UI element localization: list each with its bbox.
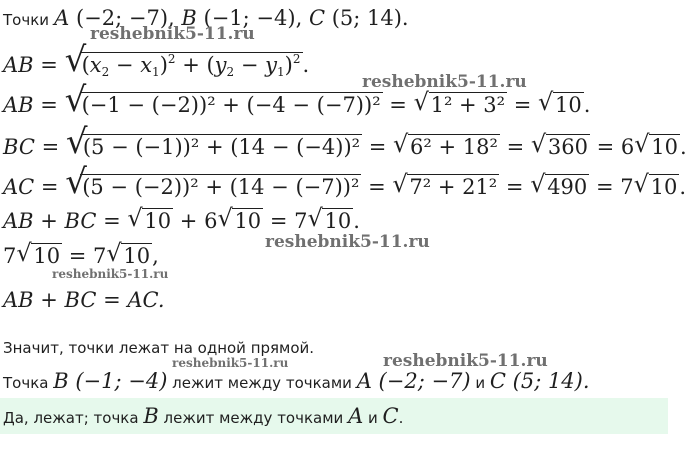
watermark: reshebnik5-11.ru: [172, 356, 289, 370]
step-ab: AB = √ (−1 − (−2))² + (−4 − (−7))² = √ 1² + 3² = √ 10.: [3, 92, 590, 117]
bc-root1: 6² + 18²: [410, 135, 498, 159]
bc-end: = 6: [589, 135, 635, 159]
watermark: reshebnik5-11.ru: [265, 232, 430, 252]
step-sum: [3, 208, 360, 233]
ab-root1: 1² + 3²: [430, 93, 506, 117]
sum-mid: + 6: [173, 209, 218, 233]
point-a-name: A: [54, 6, 70, 30]
bc-tail: .: [679, 135, 687, 159]
step-ac: AC = √ (5 − (−2))² + (14 − (−7))² = √ 7² + 21² = √ 490 = 7√ 10.: [3, 174, 686, 199]
between-a: A (−2; −7): [356, 369, 471, 393]
answer-text: [3, 404, 403, 428]
formula-lhs: AB: [3, 53, 34, 77]
answer-a: A: [348, 404, 364, 428]
between-and: и: [470, 374, 490, 392]
between-pre: Точка: [3, 374, 54, 392]
point-b-name: B: [181, 6, 197, 30]
watermark: reshebnik5-11.ru: [362, 72, 527, 92]
sum-r2: 10: [234, 209, 262, 233]
watermark: reshebnik5-11.ru: [90, 24, 255, 44]
eq-r2: 10: [123, 244, 151, 268]
point-b-coords: (−1; −4),: [203, 6, 303, 30]
ac-end: = 7: [589, 175, 634, 199]
answer-and: и: [363, 409, 383, 427]
bc-root2: 360: [547, 135, 588, 159]
point-c-name: C: [308, 6, 326, 30]
conclusion-text: Значит, точки лежат на одной прямой.: [3, 339, 315, 357]
answer-pre: Да, лежат; точка: [3, 409, 144, 427]
sum-r3: 10: [324, 209, 352, 233]
ac-root2: 490: [547, 175, 588, 199]
answer-box: [0, 398, 668, 434]
step-final: [3, 288, 165, 312]
ac-root3: 10: [650, 175, 678, 199]
sum-tail: .: [353, 209, 360, 233]
final-equation: AB + BC = AC.: [3, 288, 165, 312]
point-c-coords: (5; 14).: [331, 6, 409, 30]
watermark: reshebnik5-11.ru: [52, 267, 169, 281]
step-bc: BC = √ (5 − (−1))² + (14 − (−4))² = √ 6² + 18² = √ 360 = 6√ 10.: [3, 134, 687, 159]
distance-formula: AB = √ $(x_2 - x_1)^2 + (y_2 - y_1)^2$.: [3, 52, 309, 80]
ab-eq: =: [389, 93, 414, 117]
answer-c: C: [382, 404, 399, 428]
between-line: [3, 369, 590, 393]
step-equality: [3, 243, 159, 268]
between-b: B (−1; −4): [53, 369, 168, 393]
ab-radicand: (−1 − (−2))² + (−4 − (−7))²: [81, 93, 381, 117]
answer-end: .: [398, 409, 404, 427]
ac-lhs: AC: [3, 175, 35, 199]
ac-tail: .: [679, 175, 687, 199]
between-c: C (5; 14).: [489, 369, 590, 393]
bc-radicand: (5 − (−1))² + (14 − (−4))²: [82, 135, 361, 159]
ab-eq2: =: [507, 93, 539, 117]
watermark: reshebnik5-11.ru: [383, 351, 548, 371]
answer-mid: лежит между точками: [158, 409, 349, 427]
bc-lhs: BC: [3, 135, 35, 159]
ab-lhs: AB: [3, 93, 34, 117]
between-mid: лежит между точками: [167, 374, 357, 392]
eq-pre: 7: [3, 244, 17, 268]
eq-r1: 10: [33, 244, 61, 268]
bc-root3: 10: [651, 135, 678, 159]
ac-root1: 7² + 21²: [409, 175, 498, 199]
answer-b: B: [143, 404, 159, 428]
ab-end: .: [583, 93, 591, 117]
sum-mid2: = 7: [263, 209, 308, 233]
ab-root2: 10: [555, 93, 582, 117]
point-a-coords: (−2; −7),: [75, 6, 175, 30]
intro-word: Точки: [3, 11, 50, 29]
sum-text: AB + BC =: [3, 209, 128, 233]
eq-mid: = 7: [62, 244, 107, 268]
eq-tail: ,: [152, 244, 159, 268]
sum-r1: 10: [144, 209, 172, 233]
ac-radicand: (5 − (−2))² + (14 − (−7))²: [82, 175, 360, 199]
